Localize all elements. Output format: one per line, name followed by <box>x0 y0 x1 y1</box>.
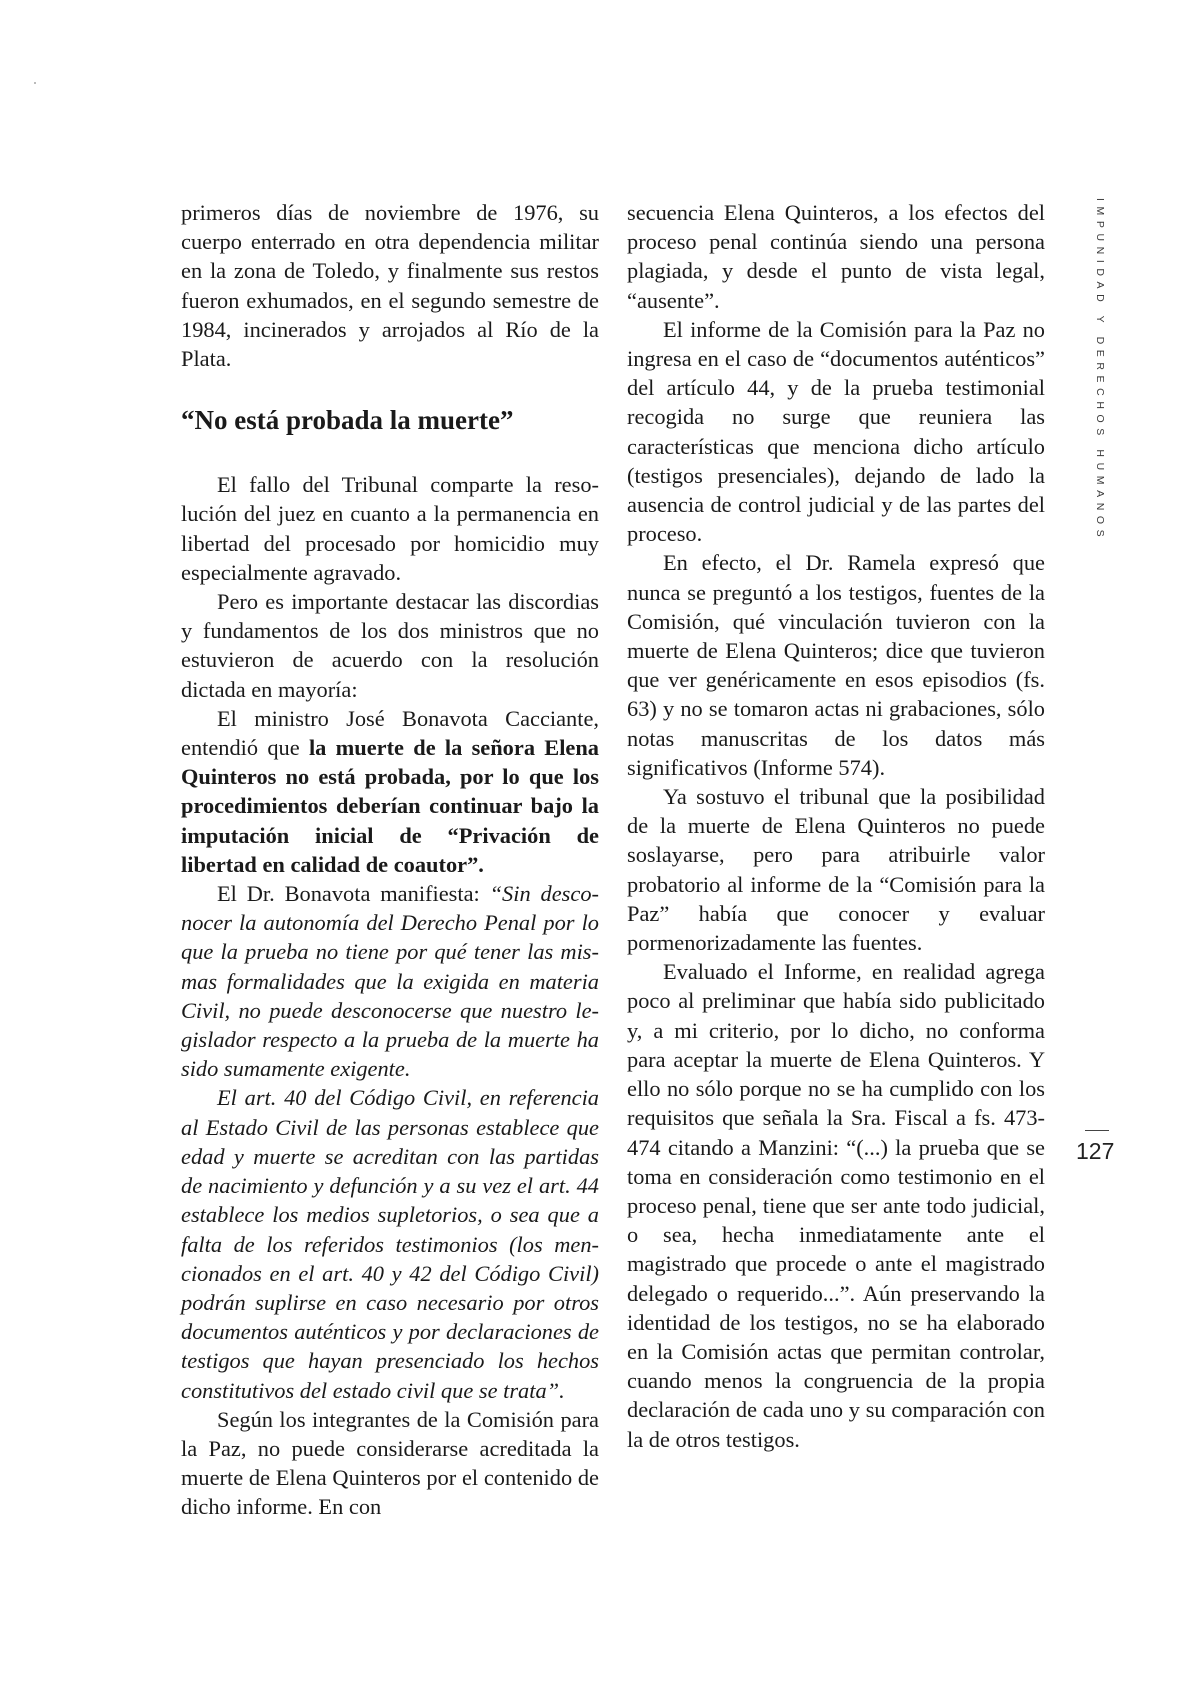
paragraph-bonavota <box>181 704 599 879</box>
running-head: IMPUNIDAD Y DERECHOS HUMANOS <box>1094 198 1106 543</box>
paragraph-manifiesta <box>181 879 599 1083</box>
paragraph-segun: Según los integrantes de la Comisión para la Paz, no puede considerarse acreditada la muerte de Elena Quinteros por el contenido de dicho informe. En con <box>181 1406 599 1520</box>
page-number: 127 <box>1076 1138 1115 1164</box>
section-heading: “No está probada la muerte” <box>181 405 514 436</box>
manifiesta-intro-text: El Dr. Bonavota manifiesta: <box>217 881 490 907</box>
folio-rule <box>1085 1130 1109 1131</box>
right-column <box>627 198 1045 1454</box>
manifiesta-quote: “Sin desconocer la autonomía del Derecho Penal por lo que la prueba no tiene por qué tener las mismas formalidades que la exigida en materia Civil, no puede desconocerse que nuestro legislador respecto a la prueba de la muerte ha sido sumamente exigente. <box>181 881 599 1082</box>
paragraph-ramela: En efecto, el Dr. Ramela expresó que nunca se preguntó a los testigos, fuentes de la Comisión, qué vinculación tuvieron con la muerte de Elena Quinteros; dice que tuvieron que ver genéricamente en esos episodios (fs. 63) y no se tomaron actas ni grabaciones, sólo notas manuscritas de los datos más significativos (Informe 574). <box>627 550 1045 780</box>
paragraph-tribunal: Ya sostuvo el tribunal que la posibilidad de la muerte de Elena Quinteros no puede soslayarse, pero para atribuirle valor probatorio al informe de la “Comisión para la Paz” había que conocer y evaluar pormenorizadamente las fuentes. <box>627 784 1045 956</box>
paragraph-informe: El informe de la Comisión para la Paz no ingresa en el caso de “documentos auténticos” del artículo 44, y de la prueba testimonial recogida no surge que reuniera las características que menciona dicho artículo (testigos presenciales), dejando de lado la ausencia de control judicial y de las partes del proceso. <box>627 316 1045 547</box>
bonavota-bold-statement: la muerte de la señora Elena Quinteros no está probada, por lo que los procedimientos deberían continuar bajo la imputación inicial de “Privación de libertad en calidad de coautor”. <box>181 735 600 877</box>
bonavota-intro-text: El ministro José Bonavota Cacciante, entendió que <box>181 705 599 761</box>
scan-speck <box>34 82 36 84</box>
paragraph-continuation: secuencia Elena Quinteros, a los efectos del proceso penal continúa siendo una persona plagiada, y desde el punto de vista legal, “ausente”. <box>627 200 1045 313</box>
paragraph-art40-quote <box>181 1083 599 1404</box>
paragraph-fallo: El fallo del Tribunal comparte la resolución del juez en cuanto a la permanencia en libertad del procesado por homicidio muy especialmente agravado. <box>181 472 599 585</box>
art40-quote-text: El art. 40 del Código Civil, en referencia al Estado Civil de las personas establece que edad y muerte se acreditan con las partidas de nacimiento y defunción y a su vez el art. 44 establece los medios supletorios, o sea que a falta de los referidos testimonios (los mencionados en el art. 40 y 42 del Código Civil) podrán suplirse en caso necesario por otros documentos auténticos y por declaraciones de testigos que hayan presenciado los hechos constitutivos del estado civil que se trata”. <box>181 1085 599 1403</box>
paragraph-discordias: Pero es importante destacar las discordias y fundamentos de los dos ministros que no estuvieron de acuerdo con la resolución dictada en mayoría: <box>181 589 599 702</box>
opening-paragraph: primeros días de noviembre de 1976, su cuerpo enterrado en otra dependencia militar en la zona de Toledo, y finalmente sus restos fueron exhumados, en el segundo semestre de 1984, incinerados y arrojados al Río de la Plata. <box>181 200 599 372</box>
left-column <box>181 198 599 1522</box>
paragraph-evaluado: Evaluado el Informe, en realidad agrega poco al preliminar que había sido publicitado y, a mi criterio, por lo dicho, no conforma para aceptar la muerte de Elena Quinteros. Y ello no sólo porque no se ha cumplido con los requisitos que señala la Sra. Fiscal a fs. 473-474 citando a Manzini: “(...) la prueba que se toma en consideración como testimonio en el proceso penal, tiene que ser ante todo judicial, o sea, hecha inmediatamente ante el magistrado que procede o ante el magistrado delegado o requerido...”. Aún preservando la identidad de los testigos, no se ha elaborado en la Comisión actas que permitan controlar, cuando menos la congruencia de la propia declaración de cada uno y su comparación con la de otros testigos. <box>627 959 1045 1452</box>
